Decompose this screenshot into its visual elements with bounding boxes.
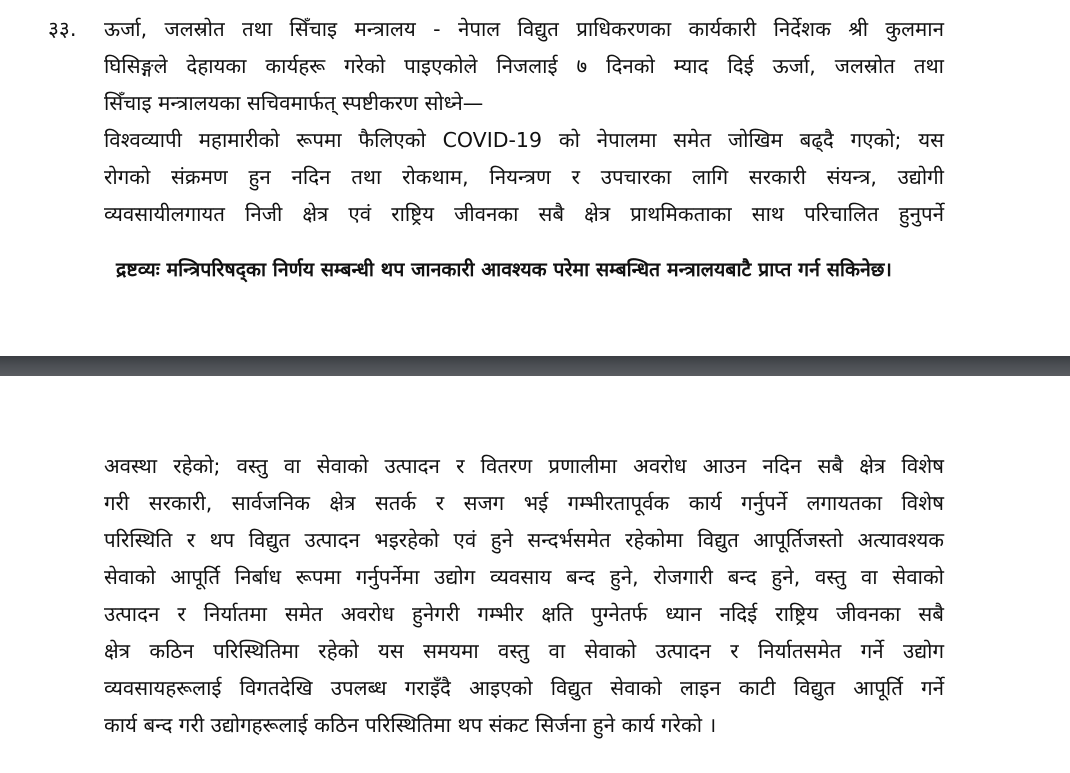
body-line: सेवाको आपूर्ति निर्बाध रूपमा गर्नुपर्नेमा उद्योग व्यवसाय बन्द हुने, रोजगारी बन्द हुने, वस्तु वा सेवाको (104, 565, 944, 589)
document-page-top (0, 0, 1070, 356)
body-line: रोगको संक्रमण हुन नदिन तथा रोकथाम, नियन्त्रण र उपचारका लागि सरकारी संयन्त्र, उद्योगी (104, 165, 944, 189)
body-line: विश्वव्यापी महामारीको रूपमा फैलिएको COVID-19 को नेपालमा समेत जोखिम बढ्दै गएको; यस (104, 128, 944, 152)
heading-line: सिँचाइ मन्त्रालयका सचिवमार्फत् स्पष्टीकरण सोध्ने— (104, 91, 484, 115)
body-line: अवस्था रहेको; वस्तु वा सेवाको उत्पादन र वितरण प्रणालीमा अवरोध आउन नदिन सबै क्षेत्र विशेष (104, 454, 944, 478)
body-line: क्षेत्र कठिन परिस्थितिमा रहेको यस समयमा वस्तु वा सेवाको उत्पादन र निर्यातसमेत गर्ने उद्योग (104, 639, 944, 663)
body-line: व्यवसायहरूलाई विगतदेखि उपलब्ध गराइँदै आइएको विद्युत सेवाको लाइन काटी विद्युत आपूर्ति गर्ने (104, 676, 944, 700)
body-line: उत्पादन र निर्यातमा समेत अवरोध हुनेगरी गम्भीर क्षति पुग्नेतर्फ ध्यान नदिई राष्ट्रिय जीवनका सबै (104, 602, 944, 626)
page-break-divider (0, 356, 1070, 376)
body-line: व्यवसायीलगायत निजी क्षेत्र एवं राष्ट्रिय जीवनका सबै क्षेत्र प्राथमिकताका साथ परिचालित हुनुपर्ने (104, 202, 944, 226)
item-body-bottom (104, 448, 944, 744)
body-line: गरी सरकारी, सार्वजनिक क्षेत्र सतर्क र सजग भई गम्भीरतापूर्वक कार्य गर्नुपर्ने लगायतका विशेष (104, 491, 944, 515)
heading-line: ऊर्जा, जलस्रोत तथा सिँचाइ मन्त्रालय - नेपाल विद्युत प्राधिकरणका कार्यकारी निर्देशक श्री कुलमान (104, 17, 944, 41)
item-body-top (104, 122, 944, 233)
heading-line: घिसिङ्गले देहायका कार्यहरू गरेको पाइएकोले निजलाई ७ दिनको म्याद दिई ऊर्जा, जलस्रोत तथा (104, 54, 944, 78)
body-line: कार्य बन्द गरी उद्योगहरूलाई कठिन परिस्थितिमा थप संकट सिर्जना हुने कार्य गरेको । (104, 713, 717, 737)
item-number: ३३. (48, 17, 77, 41)
body-line: परिस्थिति र थप विद्युत उत्पादन भइरहेको एवं हुने सन्दर्भसमेत रहेकोमा विद्युत आपूर्तिजस्तो अत्यावश्यक (104, 528, 944, 552)
item-heading (104, 11, 944, 122)
footnote: द्रष्टव्यः मन्त्रिपरिषद्का निर्णय सम्बन्धी थप जानकारी आवश्यक परेमा सम्बन्धित मन्त्रालयबाटै प्राप्त गर्न सकिनेछ। (116, 258, 892, 281)
